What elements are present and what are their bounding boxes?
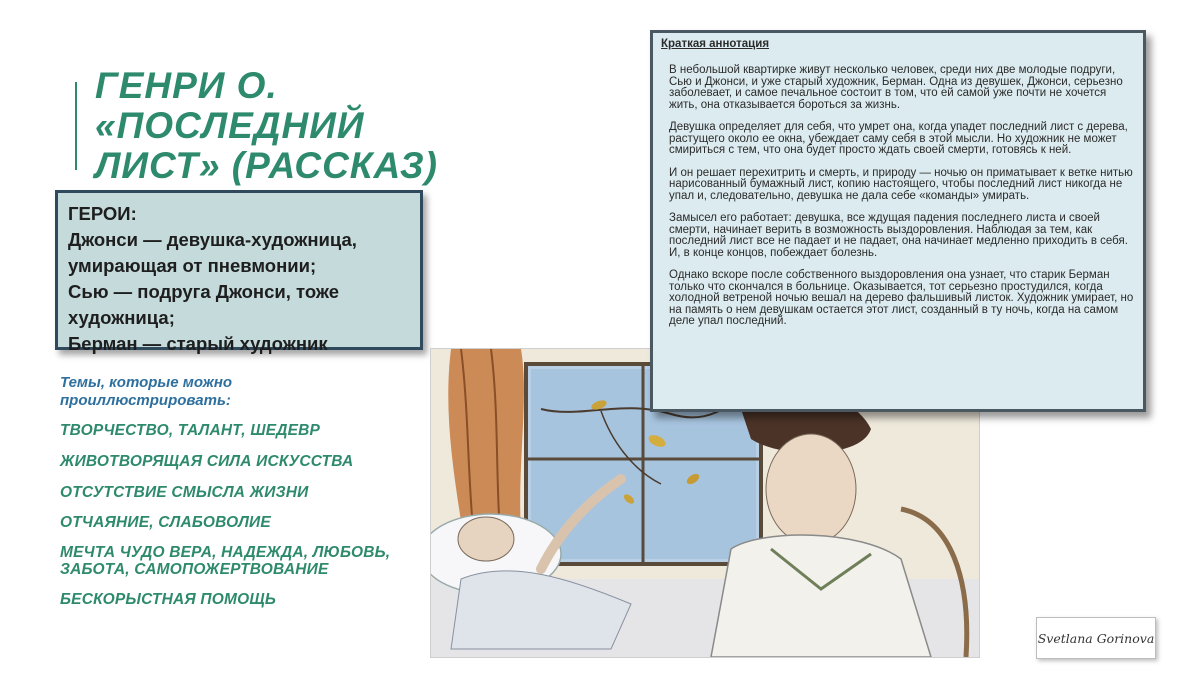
theme-item: ОТЧАЯНИЕ, СЛАБОВОЛИЕ bbox=[60, 514, 271, 531]
title-accent-line bbox=[75, 82, 77, 170]
annotation-paragraph: И он решает перехитрить и смерть, и природу — ночью он приматывает к ветке нитью нарисованный бумажный лист, копию настоящего, чтобы последний лист никогда не упал и, следовательно, девушка не дала себе «команды» умирать. bbox=[669, 166, 1133, 202]
author-signature: Svetlana Gorinova bbox=[1036, 617, 1156, 659]
theme-item: ОТСУТСТВИЕ СМЫСЛА ЖИЗНИ bbox=[60, 484, 309, 501]
annotation-paragraph: Замысел его работает: девушка, все ждущая падения последнего листа и своей смерти, начинает верить в возможность выздоровления. Наблюдая за тем, как последний лист все не падает и не падает, она начинает медленно приходить в себя. И, в конце концов, побеждает болезнь. bbox=[669, 212, 1128, 259]
title-line: ЛИСТ» (РАССКАЗ) bbox=[95, 145, 438, 186]
annotation-title: Краткая аннотация bbox=[661, 38, 770, 50]
themes-list bbox=[60, 422, 420, 608]
annotation-paragraph: Девушка определяет для себя, что умрет она, когда упадет последний лист с дерева, растущего около ее окна, убеждает саму себя в этой мысли. Но художник не может смириться с тем, что она будет просто ждать своей смерти, готовясь к ней. bbox=[669, 121, 1128, 156]
heroes-heading: ГЕРОИ: bbox=[68, 203, 137, 224]
annotation-paragraph: В небольшой квартирке живут несколько человек, среди них две молодые подруги, Сью и Джонси, и уже старый художник, Берман. Одна из девушек, Джонси, серьезно заболевает, и самое печальное состоит в том, что ей самой уже почти не хочется жить, она отказывается бороться за жизнь. bbox=[669, 64, 1123, 111]
hero-line: художница; bbox=[68, 307, 175, 328]
hero-line: Сью — подруга Джонси, тоже bbox=[68, 281, 340, 302]
hero-line: Берман — старый художник bbox=[68, 333, 328, 354]
theme-item: ЖИВОТВОРЯЩАЯ СИЛА ИСКУССТВА bbox=[60, 453, 354, 470]
hero-line: Джонси — девушка-художница, bbox=[68, 229, 357, 250]
heroes-box bbox=[55, 190, 423, 354]
hero-line: умирающая от пневмонии; bbox=[68, 255, 317, 276]
theme-item: ТВОРЧЕСТВО, ТАЛАНТ, ШЕДЕВР bbox=[60, 422, 321, 439]
slide-title bbox=[95, 66, 455, 186]
themes-label: Темы, которые можно проиллюстрировать: bbox=[60, 374, 233, 409]
theme-item: МЕЧТА ЧУДО ВЕРА, НАДЕЖДА, ЛЮБОВЬ, ЗАБОТА, САМОПОЖЕРТВОВАНИЕ bbox=[60, 544, 391, 578]
title-line: ГЕНРИ О. bbox=[95, 65, 278, 106]
title-line: «ПОСЛЕДНИЙ bbox=[95, 105, 365, 146]
annotation-paragraph: Однако вскоре после собственного выздоровления она узнает, что старик Берман только что скончался в больнице. Оказывается, тот серьезно простудился, когда холодной ветреной ночью вешал на дерево фальшивый листок. Художник умирает, но на память о нем девушкам остается этот лист, созданный в ту ночь, когда на самом деле упал последний. bbox=[669, 269, 1134, 327]
annotation-box bbox=[650, 30, 1146, 412]
theme-item: БЕСКОРЫСТНАЯ ПОМОЩЬ bbox=[60, 591, 277, 608]
